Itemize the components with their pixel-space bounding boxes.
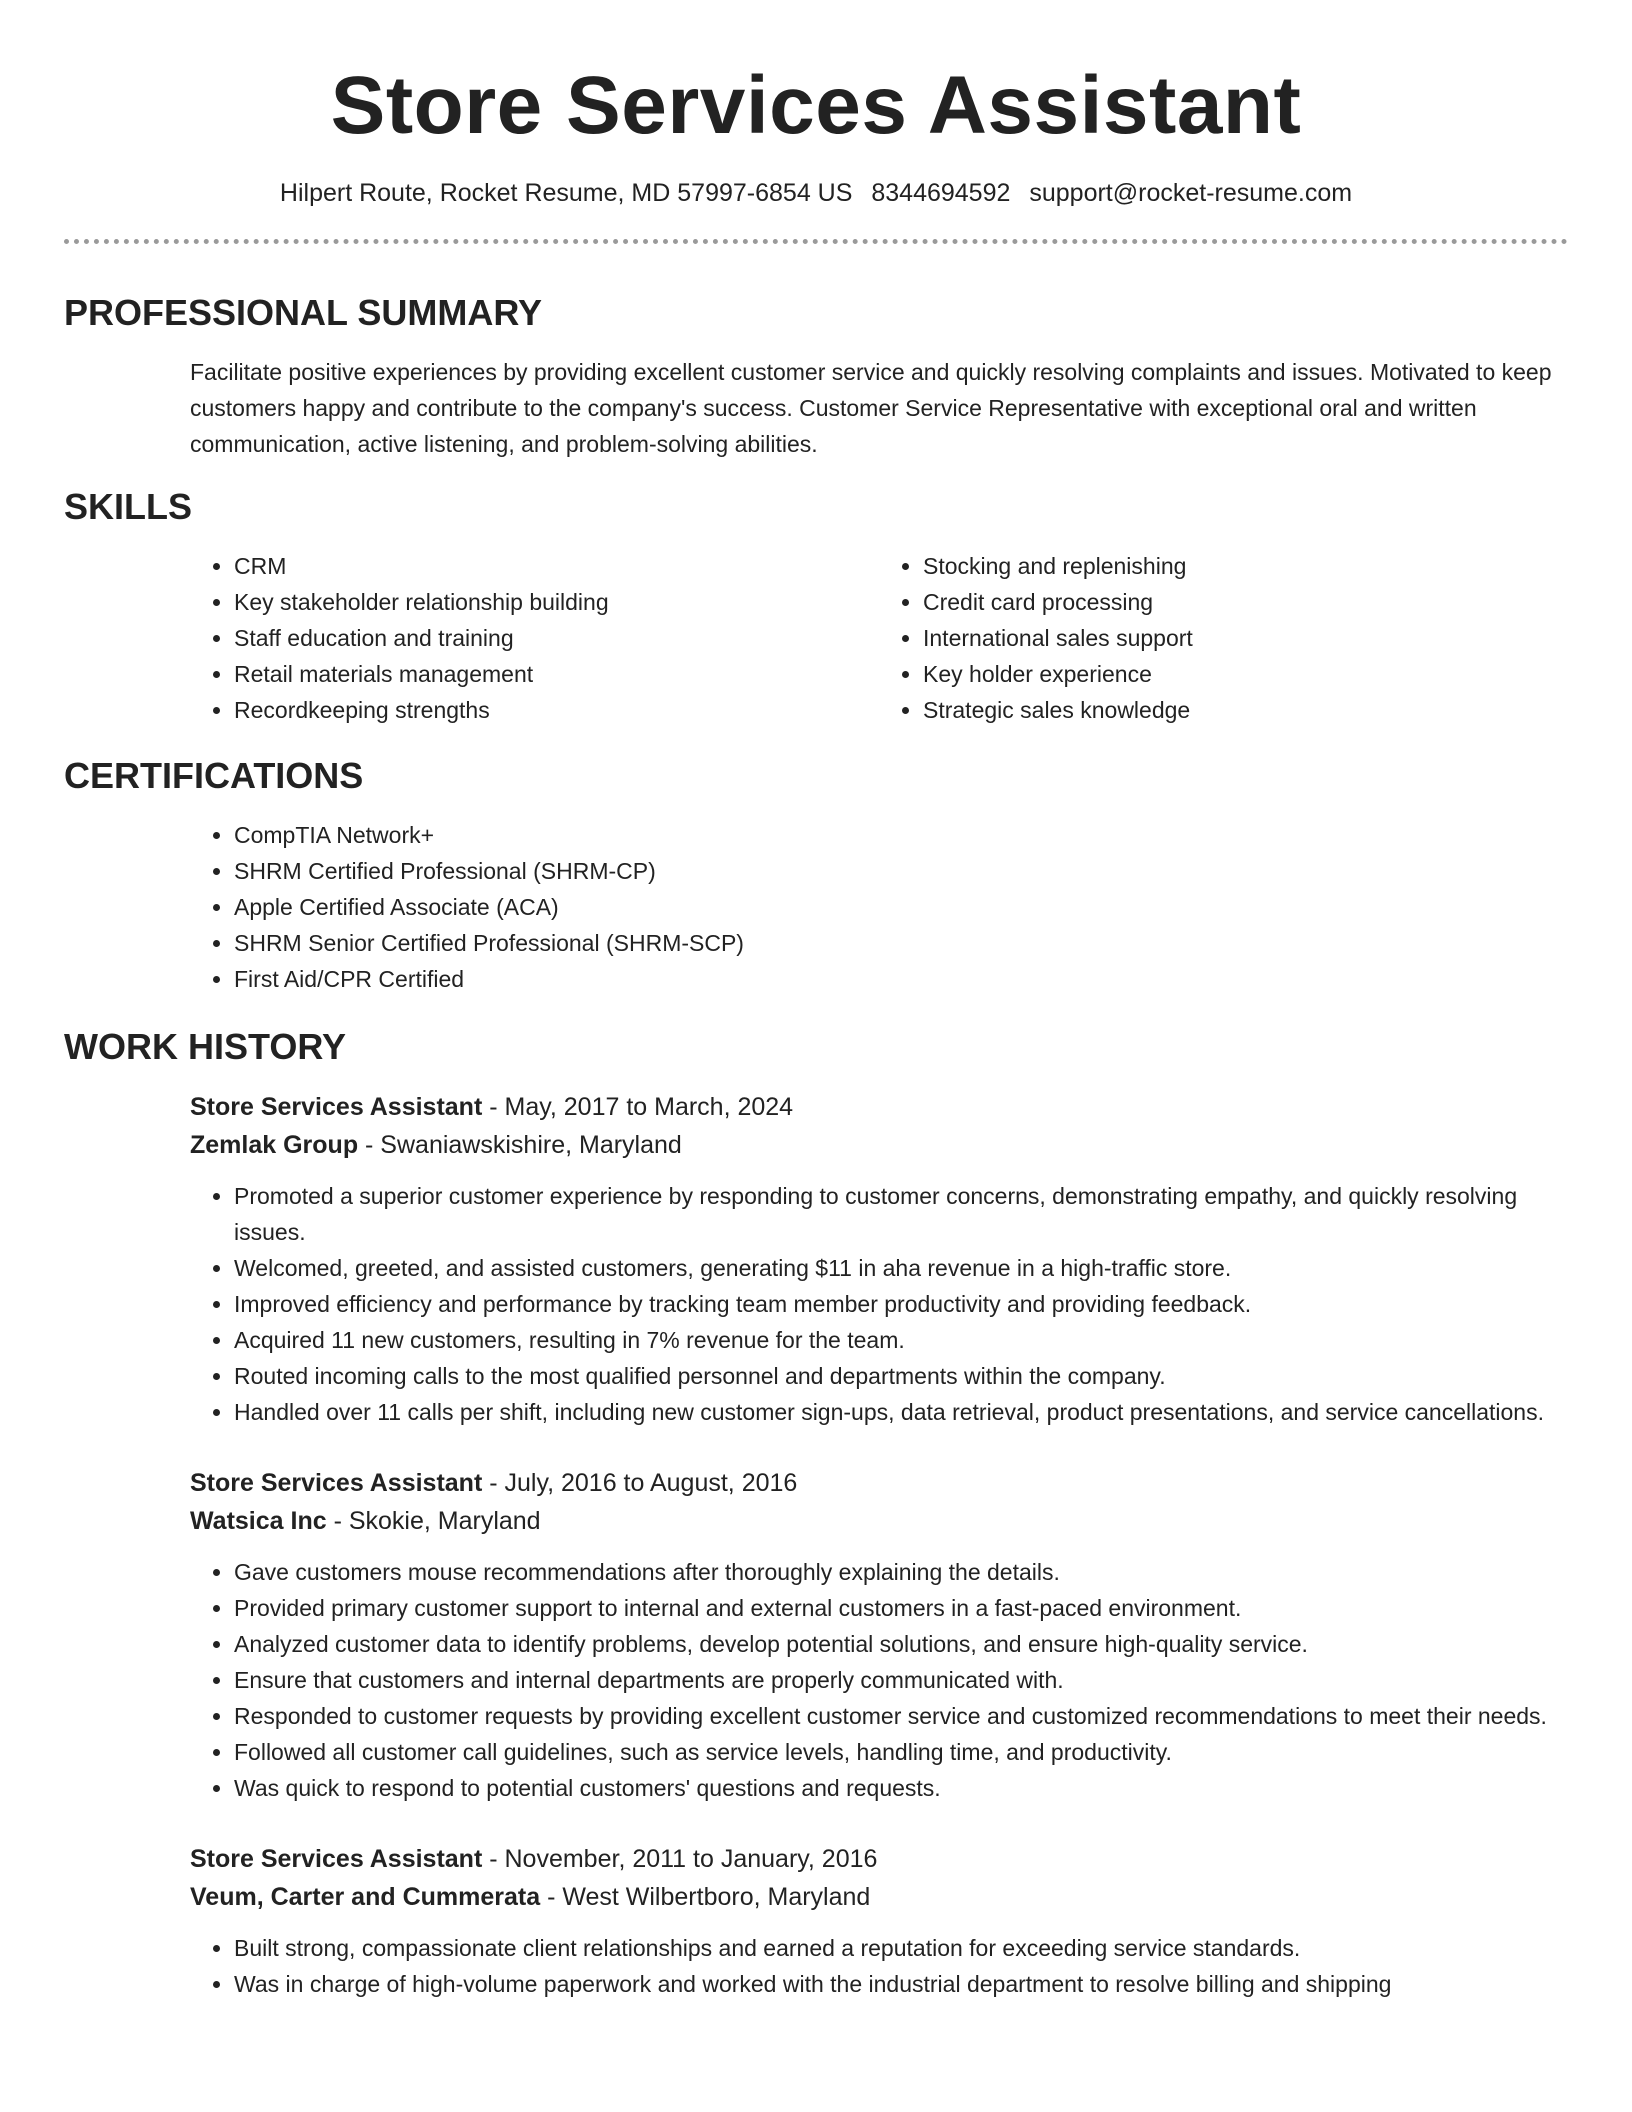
contact-phone: 8344694592 [871, 179, 1011, 207]
job-title-line [190, 1088, 1568, 1126]
contact-address: Hilpert Route, Rocket Resume, MD 57997-6854 US [279, 179, 853, 207]
skill-item: • Key stakeholder relationship building [234, 584, 879, 620]
skill-item: • Stocking and replenishing [923, 548, 1568, 584]
job-bullet: • Routed incoming calls to the most qualified personnel and departments within the company. [234, 1358, 1568, 1394]
certifications-heading: CERTIFICATIONS [64, 755, 364, 796]
certification-item: • SHRM Certified Professional (SHRM-CP) [234, 853, 1568, 889]
job-bullet: • Promoted a superior customer experience by responding to customer concerns, demonstrating empathy, and quickly resolving issues. [234, 1178, 1568, 1250]
job-bullet: • Followed all customer call guidelines, such as service levels, handling time, and productivity. [234, 1734, 1568, 1770]
job-bullets [190, 1930, 1568, 2002]
skill-item: • International sales support [923, 620, 1568, 656]
skill-item: • CRM [234, 548, 879, 584]
certification-item: • Apple Certified Associate (ACA) [234, 889, 1568, 925]
job-company: Veum, Carter and Cummerata [190, 1883, 541, 1911]
job-bullet: • Acquired 11 new customers, resulting in 7% revenue for the team. [234, 1322, 1568, 1358]
job-company-line [190, 1502, 1568, 1540]
skills-list [190, 548, 1568, 728]
skills-column-right [879, 548, 1568, 728]
job-bullet: • Was quick to respond to potential customers' questions and requests. [234, 1770, 1568, 1806]
certifications-bullets [190, 817, 1568, 997]
contact-line [64, 176, 1568, 210]
certifications-list [190, 817, 1568, 997]
job-entry [190, 1840, 1568, 2002]
job-entry [190, 1464, 1568, 1806]
job-location: - West Wilbertboro, Maryland [540, 1883, 871, 1911]
job-bullet: • Gave customers mouse recommendations after thoroughly explaining the details. [234, 1554, 1568, 1590]
contact-email: support@rocket-resume.com [1029, 179, 1353, 207]
job-bullets [190, 1554, 1568, 1806]
skill-item: • Retail materials management [234, 656, 879, 692]
job-bullet: • Handled over 11 calls per shift, including new customer sign-ups, data retrieval, product presentations, and service cancellations. [234, 1394, 1568, 1430]
job-company-line [190, 1126, 1568, 1164]
certification-item: • SHRM Senior Certified Professional (SHRM-SCP) [234, 925, 1568, 961]
certification-item: • First Aid/CPR Certified [234, 961, 1568, 997]
job-role: Store Services Assistant [190, 1469, 483, 1497]
skill-item: • Staff education and training [234, 620, 879, 656]
job-bullet: • Welcomed, greeted, and assisted customers, generating $11 in aha revenue in a high-traffic store. [234, 1250, 1568, 1286]
job-company: Watsica Inc [190, 1507, 327, 1535]
work-history-heading: WORK HISTORY [64, 1026, 347, 1067]
skills-column-left [190, 548, 879, 728]
job-bullet: • Built strong, compassionate client relationships and earned a reputation for exceeding service standards. [234, 1930, 1568, 1966]
job-dates: - July, 2016 to August, 2016 [482, 1469, 798, 1497]
job-dates: - May, 2017 to March, 2024 [482, 1093, 794, 1121]
job-company: Zemlak Group [190, 1131, 359, 1159]
job-bullet: • Was in charge of high-volume paperwork and worked with the industrial department to resolve billing and shipping [234, 1966, 1568, 2002]
job-bullet: • Ensure that customers and internal departments are properly communicated with. [234, 1662, 1568, 1698]
skills-heading: SKILLS [64, 486, 193, 527]
header-divider [64, 239, 1568, 244]
job-bullet: • Analyzed customer data to identify problems, develop potential solutions, and ensure high-quality service. [234, 1626, 1568, 1662]
job-role: Store Services Assistant [190, 1093, 483, 1121]
job-title-line [190, 1840, 1568, 1878]
summary-heading: PROFESSIONAL SUMMARY [64, 292, 543, 333]
job-bullet: • Responded to customer requests by providing excellent customer service and customized recommendations to meet their needs. [234, 1698, 1568, 1734]
job-company-line [190, 1878, 1568, 1916]
skill-item: • Credit card processing [923, 584, 1568, 620]
summary-text: Facilitate positive experiences by providing excellent customer service and quickly resolving complaints and issues. Motivated to keep customers happy and contribute to the company's success. Customer Service Representative with exceptional oral and written communication, active listening, and problem-solving abilities. [190, 359, 1552, 457]
job-bullets [190, 1178, 1568, 1430]
job-role: Store Services Assistant [190, 1845, 483, 1873]
job-bullet: • Provided primary customer support to internal and external customers in a fast-paced environment. [234, 1590, 1568, 1626]
skill-item: • Key holder experience [923, 656, 1568, 692]
job-location: - Skokie, Maryland [326, 1507, 541, 1535]
certification-item: • CompTIA Network+ [234, 817, 1568, 853]
skill-item: • Recordkeeping strengths [234, 692, 879, 728]
resume-page [64, 0, 1568, 2002]
job-title-line [190, 1464, 1568, 1502]
job-dates: - November, 2011 to January, 2016 [482, 1845, 878, 1873]
job-bullet: • Improved efficiency and performance by tracking team member productivity and providing feedback. [234, 1286, 1568, 1322]
skill-item: • Strategic sales knowledge [923, 692, 1568, 728]
job-location: - Swaniawskishire, Maryland [358, 1131, 682, 1159]
job-entry [190, 1088, 1568, 1430]
resume-name: Store Services Assistant [330, 60, 1302, 151]
